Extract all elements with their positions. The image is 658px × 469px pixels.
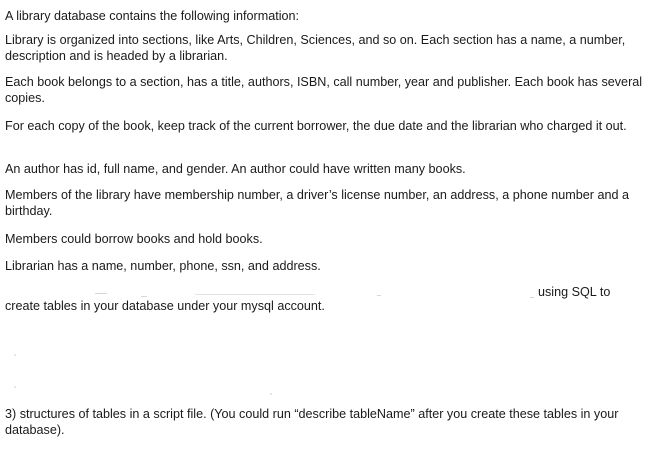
members-paragraph: Members of the library have membership number, a driver’s license number, an address, a phone number and a birthday.	[5, 188, 629, 218]
scan-artifact	[530, 297, 534, 298]
books-paragraph: Each book belongs to a section, has a title, authors, ISBN, call number, year and publisher. Each book has several copies.	[5, 75, 643, 105]
sections-paragraph: Library is organized into sections, like Arts, Children, Sciences, and so on. Each section has a name, a number, description and is headed by a librarian.	[5, 33, 626, 63]
copies-paragraph: For each copy of the book, keep track of the current borrower, the due date and the librarian who charged it out.	[5, 119, 627, 133]
create-tables-paragraph: create tables in your database under your mysql account.	[5, 299, 325, 313]
scan-artifact	[14, 354, 16, 356]
structures-paragraph: 3) structures of tables in a script file. (You could run “describe tableName” after you create these tables in your database).	[5, 407, 619, 437]
scan-artifact	[14, 386, 16, 388]
partial-instruction-text: using SQL to	[538, 285, 611, 299]
librarian-paragraph: Librarian has a name, number, phone, ssn, and address.	[5, 259, 321, 273]
scan-artifact	[95, 293, 107, 294]
scan-artifact	[195, 294, 315, 295]
authors-paragraph: An author has id, full name, and gender. An author could have written many books.	[5, 162, 466, 176]
intro-paragraph: A library database contains the following information:	[5, 9, 300, 23]
scan-artifact	[270, 393, 272, 395]
scan-artifact	[377, 295, 381, 296]
scan-artifact	[141, 296, 147, 297]
borrow-paragraph: Members could borrow books and hold books.	[5, 232, 263, 246]
